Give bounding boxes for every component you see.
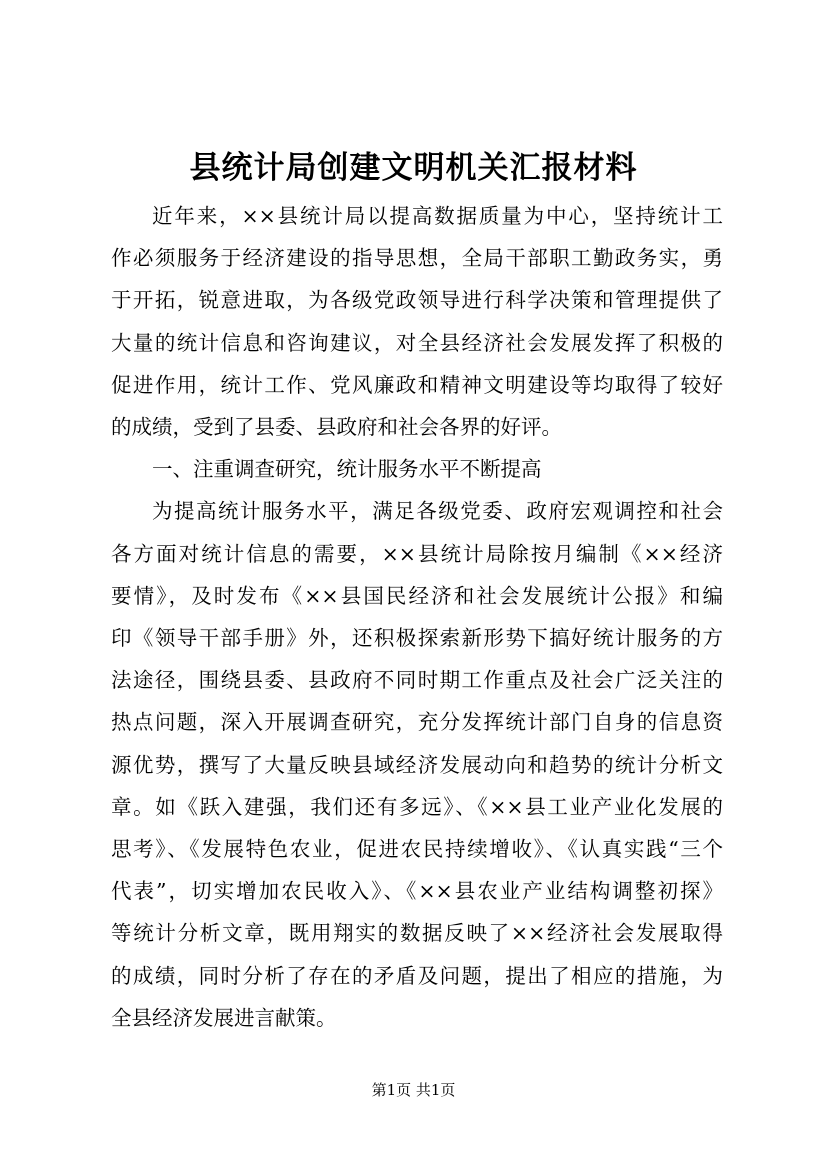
text-line: 源优势，撰写了大量反映县域经济发展动向和趋势的统计分析文 (111, 752, 723, 777)
text-line: 大量的统计信息和咨询建议，对全县经济社会发展发挥了积极的 (111, 330, 723, 355)
text-line: 要情》，及时发布《××县国民经济和社会发展统计公报》和编 (111, 583, 723, 608)
text-line: 法途径，围绕县委、县政府不同时期工作重点及社会广泛关注的 (111, 668, 723, 693)
text-line: 为提高统计服务水平，满足各级党委、政府宏观调控和社会 (152, 499, 723, 524)
paragraph-service (111, 490, 723, 1039)
paragraph-intro (111, 195, 723, 448)
text-line: 等统计分析文章，既用翔实的数据反映了××经济社会发展取得 (111, 921, 723, 946)
text-line: 的成绩，同时分析了存在的矛盾及问题，提出了相应的措施，为 (111, 963, 723, 988)
text-line: 的成绩，受到了县委、县政府和社会各界的好评。 (111, 415, 562, 440)
document-body (111, 195, 723, 1039)
document-title: 县统计局创建文明机关汇报材料 (189, 150, 638, 186)
text-line: 代表”，切实增加农民收入》、《××县农业产业结构调整初探》 (111, 879, 723, 904)
text-line: 印《领导干部手册》外，还积极探索新形势下搞好统计服务的方 (111, 626, 723, 651)
section-heading (111, 448, 723, 490)
page-number-footer: 第1页 共1页 (371, 1081, 456, 1099)
text-line: 章。如《跃入建强，我们还有多远》、《××县工业产业化发展的 (111, 794, 723, 819)
text-line: 思考》、《发展特色农业，促进农民持续增收》、《认真实践“三个 (111, 837, 723, 862)
text-line: 于开拓，锐意进取，为各级党政领导进行科学决策和管理提供了 (111, 288, 723, 313)
text-line: 作必须服务于经济建设的指导思想，全局干部职工勤政务实，勇 (111, 246, 723, 271)
text-line: 热点问题，深入开展调查研究，充分发挥统计部门自身的信息资 (111, 710, 723, 735)
text-line: 全县经济发展进言献策。 (111, 1005, 337, 1030)
text-line: 近年来，××县统计局以提高数据质量为中心，坚持统计工 (152, 204, 723, 228)
text-line: 促进作用，统计工作、党风廉政和精神文明建设等均取得了较好 (111, 372, 723, 397)
section-heading-text: 一、注重调查研究，统计服务水平不断提高 (152, 457, 542, 482)
text-line: 各方面对统计信息的需要，××县统计局除按月编制《××经济 (111, 541, 723, 566)
